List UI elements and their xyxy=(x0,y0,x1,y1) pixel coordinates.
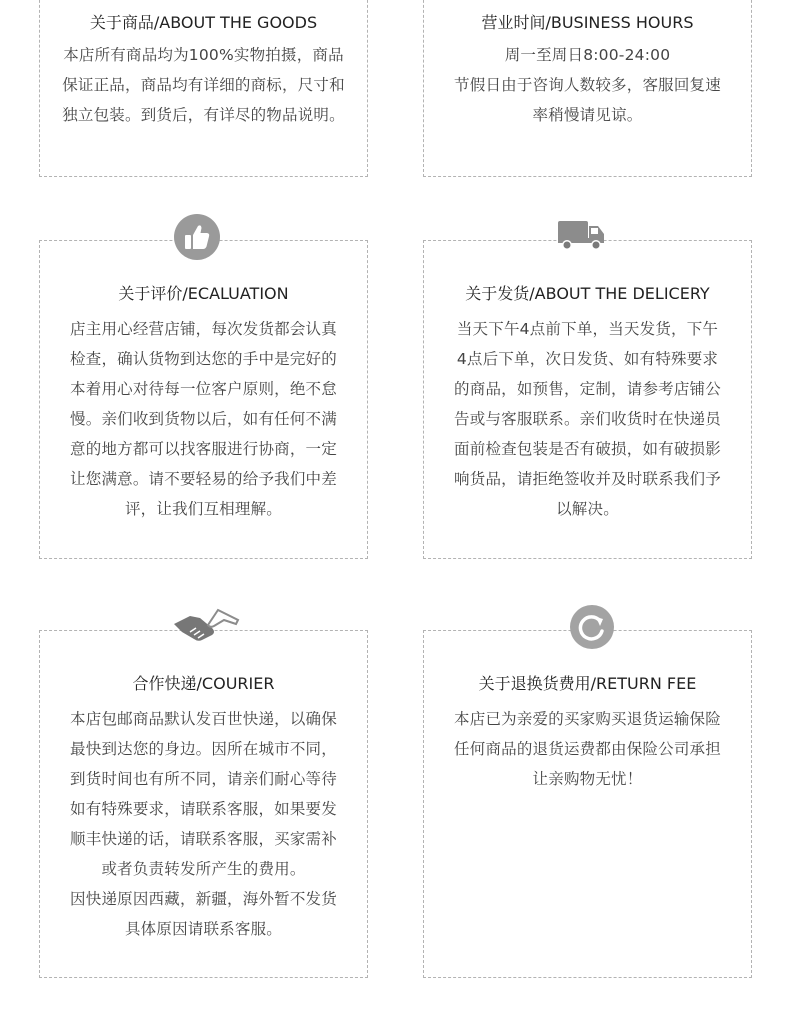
card-body-line: 任何商品的退货运费都由保险公司承担 xyxy=(454,740,721,758)
card-evaluation xyxy=(39,240,368,559)
card-body-line: 让您满意。请不要轻易的给予我们中差 xyxy=(70,470,337,488)
card-body-line: 因快递原因西藏，新疆，海外暂不发货 xyxy=(70,890,337,908)
card-body-line: 告或与客服联系。亲们收货时在快递员 xyxy=(454,410,721,428)
card-body-line: 保证正品，商品均有详细的商标，尺寸和 xyxy=(62,76,345,94)
card-body-line: 响货品，请拒绝签收并及时联系我们予 xyxy=(454,470,721,488)
card-body-line: 如有特殊要求，请联系客服，如果要发 xyxy=(70,800,337,818)
card-title: 关于商品/ABOUT THE GOODS xyxy=(89,13,318,32)
card-body xyxy=(40,40,367,130)
card-body-line: 最快到达您的身边。因所在城市不同， xyxy=(70,740,337,758)
card-body-line: 独立包装。到货后，有详尽的物品说明。 xyxy=(62,106,345,124)
thumbs-up-icon xyxy=(173,213,221,261)
card-body-line: 具体原因请联系客服。 xyxy=(124,920,282,938)
card-body-line: 检查，确认货物到达您的手中是完好的 xyxy=(70,350,337,368)
card-body-line: 4点后下单，次日发货、如有特殊要求 xyxy=(456,350,719,368)
card-body-line: 到货时间也有所不同，请亲们耐心等待 xyxy=(70,770,337,788)
card-title: 营业时间/BUSINESS HOURS xyxy=(481,13,694,32)
card-body-line: 本店已为亲爱的买家购买退货运输保险 xyxy=(454,710,721,728)
card-body-line: 店主用心经营店铺，每次发货都会认真 xyxy=(70,320,337,338)
card-body xyxy=(424,314,751,524)
card-body-line: 面前检查包装是否有破损，如有破损影 xyxy=(454,440,721,458)
handshake-icon xyxy=(172,606,244,646)
card-body-line: 意的地方都可以找客服进行协商，一定 xyxy=(70,440,337,458)
card-title: 关于评价/ECALUATION xyxy=(118,284,289,303)
card-body-line: 本店包邮商品默认发百世快递，以确保 xyxy=(70,710,337,728)
card-body-line: 周一至周日8:00-24:00 xyxy=(504,46,671,64)
card-body xyxy=(40,314,367,524)
card-business-hours xyxy=(423,0,752,177)
card-body xyxy=(424,40,751,130)
card-title: 关于退换货费用/RETURN FEE xyxy=(478,674,697,693)
card-body-line: 本店所有商品均为100%实物拍摄，商品 xyxy=(63,46,344,64)
card-body-line: 当天下午4点前下单，当天发货，下午 xyxy=(456,320,719,338)
card-body-line: 节假日由于咨询人数较多，客服回复速 xyxy=(454,76,721,94)
card-about-goods xyxy=(39,0,368,177)
card-body-line: 的商品，如预售，定制，请参考店铺公 xyxy=(454,380,721,398)
card-body-line: 以解决。 xyxy=(556,500,619,518)
card-body xyxy=(424,704,751,794)
card-body-line: 或者负责转发所产生的费用。 xyxy=(101,860,306,878)
card-title: 合作快递/COURIER xyxy=(132,674,275,693)
delivery-truck-icon xyxy=(556,218,606,252)
card-courier xyxy=(39,630,368,978)
card-return-fee xyxy=(423,630,752,978)
card-title: 关于发货/ABOUT THE DELICERY xyxy=(465,284,710,303)
card-body-line: 本着用心对待每一位客户原则，绝不怠 xyxy=(70,380,337,398)
card-delivery xyxy=(423,240,752,559)
card-body-line: 评，让我们互相理解。 xyxy=(124,500,282,518)
card-body-line: 顺丰快递的话，请联系客服，买家需补 xyxy=(70,830,337,848)
card-body-line: 慢。亲们收到货物以后，如有任何不满 xyxy=(70,410,337,428)
card-body xyxy=(40,704,367,944)
card-body-line: 让亲购物无忧！ xyxy=(532,770,643,788)
card-body-line: 率稍慢请见谅。 xyxy=(532,106,643,124)
return-arrow-icon xyxy=(569,604,615,650)
